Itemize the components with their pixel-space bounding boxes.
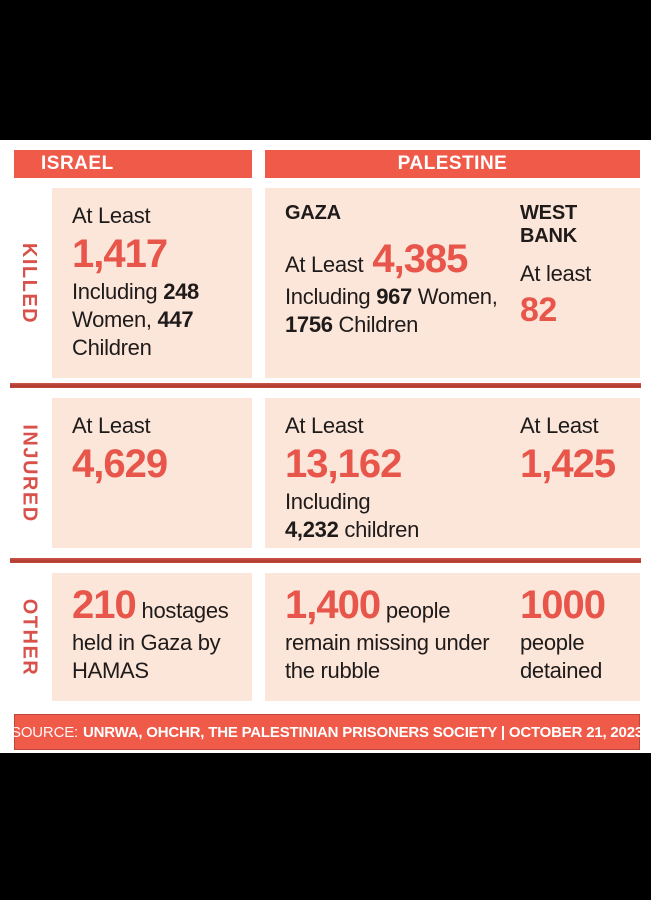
killed-gaza-detail-line2: 1756 Children bbox=[285, 312, 419, 337]
palestine-header-label: PALESTINE bbox=[397, 153, 508, 174]
row-label-injured: INJURED bbox=[18, 423, 41, 523]
cell-injured-israel bbox=[52, 398, 252, 548]
killed-gaza-block bbox=[285, 202, 520, 339]
other-gaza-line2: remain missing under bbox=[285, 630, 490, 655]
killed-israel-detail-line3: Children bbox=[72, 335, 152, 360]
killed-israel-detail-line1: Including 248 bbox=[72, 279, 199, 304]
injured-gaza-atleast: At Least bbox=[285, 413, 364, 438]
row-label-other: OTHER bbox=[18, 598, 41, 676]
cell-other-israel bbox=[52, 573, 252, 701]
row-label-killed: KILLED bbox=[18, 242, 41, 324]
other-israel-number: 210 bbox=[72, 583, 136, 627]
other-westbank-line2: people bbox=[520, 630, 585, 655]
other-israel-number-line: 210 hostages bbox=[72, 583, 229, 627]
injured-gaza-block bbox=[285, 412, 520, 544]
killed-gaza-detail-line1: Including 967 Women, bbox=[285, 284, 498, 309]
other-westbank-number: 1000 bbox=[520, 583, 605, 627]
row-injured bbox=[0, 398, 651, 548]
other-gaza-number: 1,400 bbox=[285, 583, 381, 627]
israel-header-label: ISRAEL bbox=[41, 153, 114, 174]
other-gaza-line3: the rubble bbox=[285, 658, 380, 683]
source-label: SOURCE: bbox=[11, 723, 78, 741]
column-header-palestine bbox=[265, 150, 640, 178]
column-header-israel bbox=[14, 150, 252, 178]
cell-other-palestine bbox=[265, 573, 640, 701]
killed-gaza-number-line: At Least 4,385 bbox=[285, 237, 468, 281]
injured-westbank-number: 1,425 bbox=[520, 442, 616, 486]
other-gaza-number-line: 1,400 people bbox=[285, 583, 451, 627]
killed-westbank-atleast: At least bbox=[520, 261, 591, 286]
source-text: UNRWA, OHCHR, THE PALESTINIAN PRISONERS SOCIETY | OCTOBER 21, 2023 bbox=[82, 723, 643, 741]
killed-westbank-number: 82 bbox=[520, 291, 557, 329]
injured-israel-atleast: At Least bbox=[72, 413, 151, 438]
killed-westbank-block bbox=[520, 202, 638, 330]
row-label-injured-box bbox=[6, 398, 52, 548]
injured-gaza-detail-line2: 4,232 children bbox=[285, 517, 420, 542]
other-israel-line2: held in Gaza by bbox=[72, 630, 221, 655]
killed-israel-detail-line2: Women, 447 bbox=[72, 307, 194, 332]
killed-israel-atleast: At Least bbox=[72, 203, 151, 228]
killed-westbank-region: WEST BANK bbox=[520, 202, 577, 247]
infographic-panel bbox=[0, 140, 651, 753]
other-israel-line3: HAMAS bbox=[72, 658, 149, 683]
injured-israel-number: 4,629 bbox=[72, 442, 168, 486]
cell-killed-palestine bbox=[265, 188, 640, 378]
row-label-other-box bbox=[6, 573, 52, 701]
row-separator-1 bbox=[10, 383, 641, 388]
row-separator-2 bbox=[10, 558, 641, 563]
row-other bbox=[0, 573, 651, 701]
injured-westbank-block bbox=[520, 412, 638, 486]
killed-gaza-number: 4,385 bbox=[372, 237, 468, 281]
cell-killed-israel bbox=[52, 188, 252, 378]
other-westbank-block bbox=[520, 583, 638, 685]
other-westbank-line3: detained bbox=[520, 658, 603, 683]
cell-injured-palestine bbox=[265, 398, 640, 548]
killed-israel-number: 1,417 bbox=[72, 232, 168, 276]
killed-gaza-region: GAZA bbox=[285, 202, 341, 224]
injured-gaza-detail-line1: Including bbox=[285, 489, 371, 514]
row-killed bbox=[0, 188, 651, 378]
row-label-killed-box bbox=[6, 188, 52, 378]
injured-westbank-atleast: At Least bbox=[520, 413, 599, 438]
injured-gaza-number: 13,162 bbox=[285, 442, 402, 486]
other-gaza-block bbox=[285, 583, 520, 685]
source-bar bbox=[11, 714, 643, 750]
